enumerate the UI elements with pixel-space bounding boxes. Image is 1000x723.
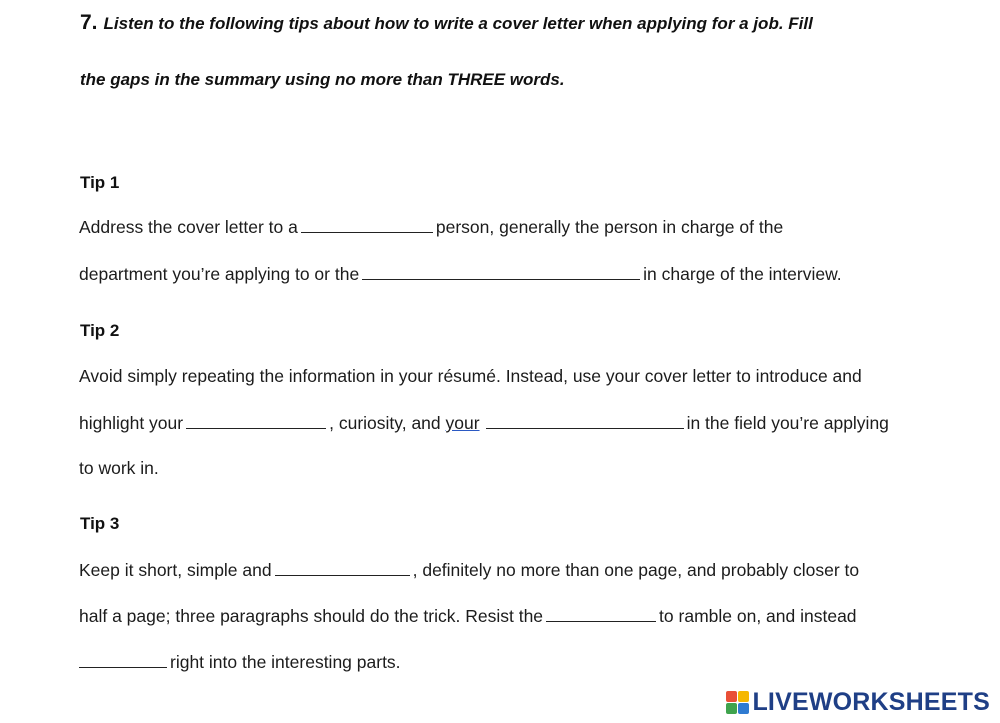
question-number: 7. (80, 11, 98, 34)
tip-2-line-2 (79, 412, 889, 434)
gap-input[interactable] (546, 605, 656, 622)
question-text-1: Listen to the following tips about how to write a cover letter when applying for a job. Fill (103, 14, 813, 33)
tip-3-text-3a: right into the interesting parts. (170, 652, 401, 672)
gap-input[interactable] (362, 263, 640, 280)
tip-2-text-2d: in the field you’re applying (686, 413, 889, 433)
tip-2-line-3 (79, 458, 159, 479)
tip-2-text-1a: Avoid simply repeating the information in your résumé. Instead, use your cover letter to introduce and (79, 366, 862, 386)
logo-text: LIVEWORKSHEETS (752, 688, 990, 716)
tip-1-text-1b: person, generally the person in charge of the (435, 217, 784, 237)
gap-input[interactable] (79, 651, 167, 668)
tip-1-line-2 (79, 263, 842, 285)
tip-2-line-1 (79, 366, 862, 387)
tip-3-text-2a: half a page; three paragraphs should do the trick. Resist the (79, 606, 544, 626)
tip-1-line-1 (79, 216, 783, 238)
gap-input[interactable] (275, 559, 410, 576)
tip-1-text-2a: department you’re applying to or the (79, 264, 360, 284)
tip-1-text-2b: in charge of the interview. (643, 264, 842, 284)
tip-2-text-3a: to work in. (79, 458, 159, 478)
tip-2-text-2c: your (445, 413, 480, 433)
liveworksheets-logo (726, 688, 990, 717)
gap-input[interactable] (186, 412, 326, 429)
logo-square (738, 703, 749, 714)
logo-square (726, 703, 737, 714)
logo-mark-icon (726, 691, 749, 714)
question-heading-line-2 (80, 70, 565, 90)
tip-3-line-3 (79, 651, 401, 673)
gap-input[interactable] (486, 412, 684, 429)
tip-2-title: Tip 2 (80, 321, 120, 340)
logo-square (738, 691, 749, 702)
tip-2-text-2a: highlight your (79, 413, 184, 433)
tip-1-text-1a: Address the cover letter to a (79, 217, 298, 237)
tip-3-title: Tip 3 (80, 514, 120, 533)
tip-3-text-2b: to ramble on, and instead (659, 606, 857, 626)
gap-input[interactable] (301, 216, 433, 233)
tip-1-title: Tip 1 (80, 173, 120, 192)
tip-3-line-2 (79, 605, 857, 627)
logo-square (726, 691, 737, 702)
question-text-2: the gaps in the summary using no more than THREE words. (80, 70, 565, 89)
tip-3-line-1 (79, 559, 859, 581)
tip-3-text-1b: , definitely no more than one page, and probably closer to (412, 560, 860, 580)
question-heading-line-1 (80, 11, 813, 35)
tip-2-text-2b: , curiosity, and (329, 413, 441, 433)
tip-3-text-1a: Keep it short, simple and (79, 560, 272, 580)
